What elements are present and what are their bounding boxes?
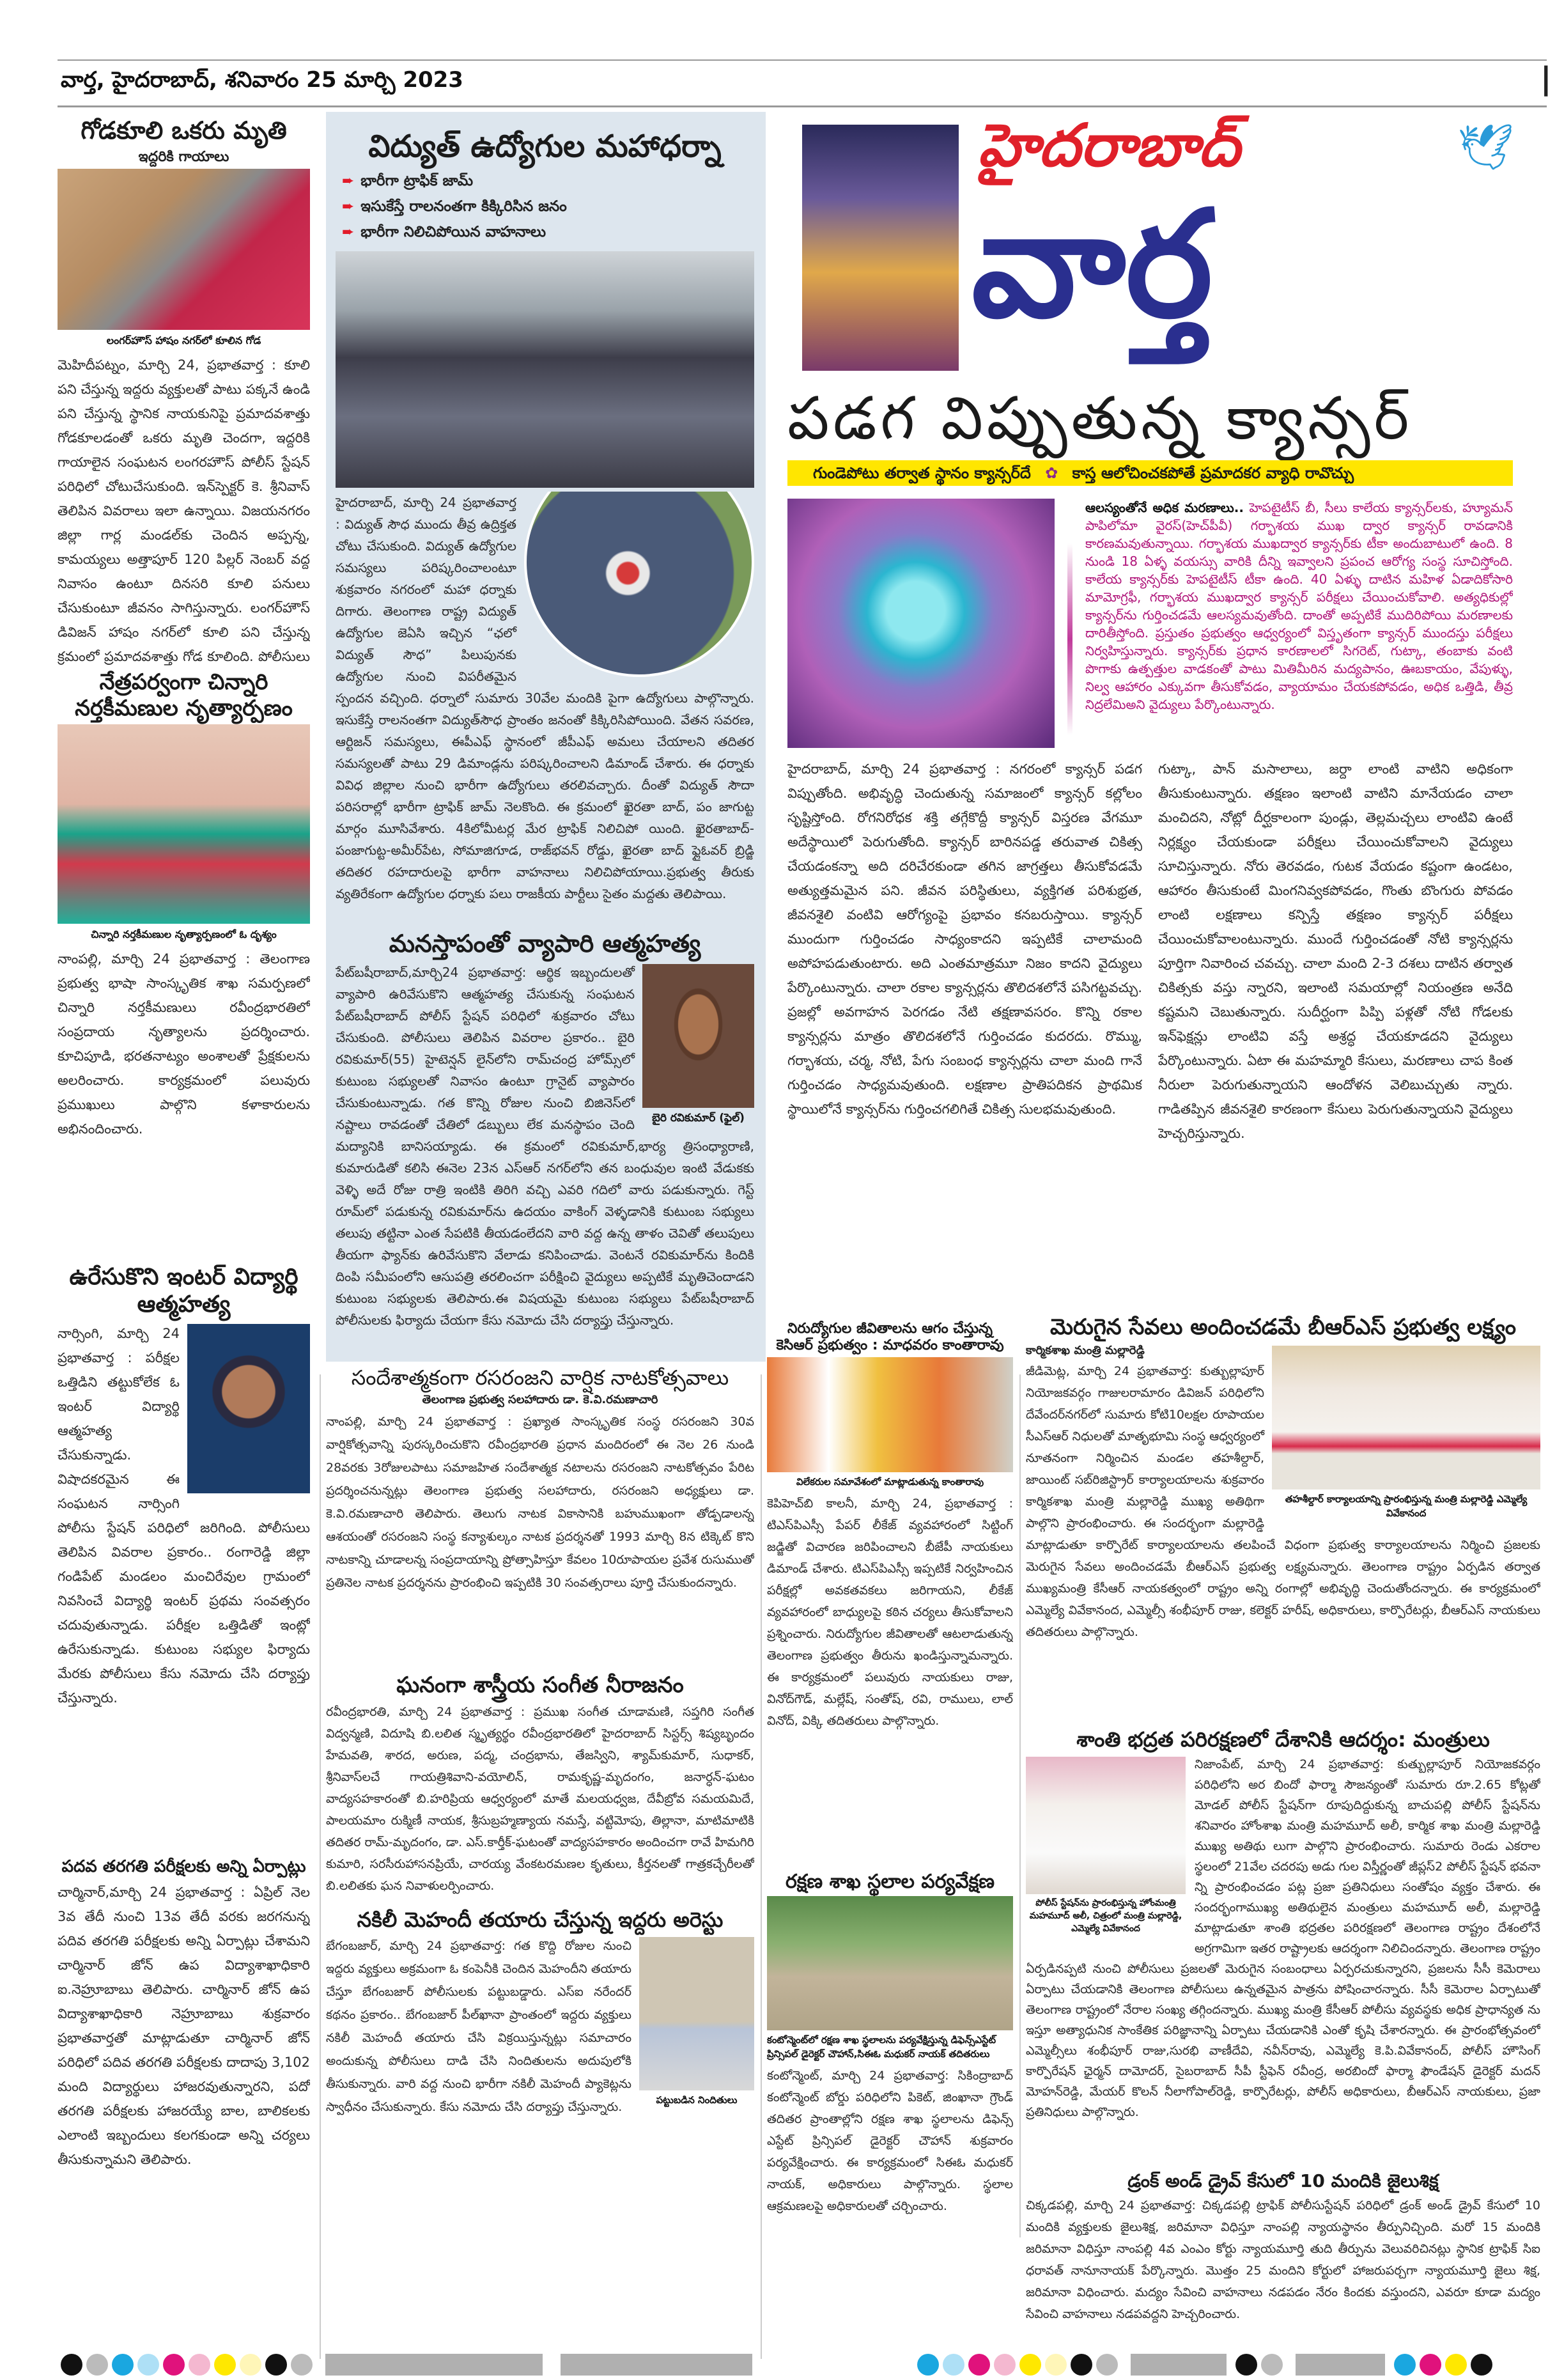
cancer-highlight: ఆలస్యంతోనే అధిక మరణాలు.. హెపటైటీస్ బీ, సీలు కాలేయ క్యాన్సర్‌లకు, హ్యూమన్ పాపిలోమా వైరస్(హెచ్‌పీవీ) గర్భాశయ ముఖ ద్వార క్యాన్సర్ రావడానికి కారణమవుతున్నాయి. గర్భాశయ ముఖద్వార క్యాన్సర్‌కు టీకా అందుబాటులో ఉంది. 8 నుండి 18 ఏళ్ళ వయస్సు వారికి దీన్ని ఇవ్వాలని ప్రపంచ ఆరోగ్య సంస్థ సూచిస్తోంది. కాలేయ క్యాన్సర్‌కు హెపటైటీస్ టీకా ఉంది. 40 ఏళ్ళు దాటిన మహిళ ఏడాదికోసారి మామోగ్రఫీ, గర్భాశయ ముఖద్వార క్యాన్సర్ పరీక్షలు చేయించుకోవాలి. అత్యధికుల్లో క్యాన్సర్‌ను గుర్తించడమే ఆలస్యమవుతోంది. దాంతో అప్పటికే ముదిరిపోయి మరణాలకు దారితీస్తోంది. ప్రస్తుతం ప్రభుత్వం ఆధ్వర్యంలో విస్తృతంగా క్యాన్సర్ ముందస్తు పరీక్షలు నిర్వహిస్తున్నారు. క్యాన్సర్‌కు ప్రధాన కారణాలలో సిగరెట్, గుట్కా, తంబాకు వంటి పొగాకు ఉత్పత్తుల వాడకంతో పాటు మితిమీరిన మద్యపానం, ఊబకాయం, వేపుళ్ళు, నిల్వ ఆహారం ఎక్కువగా తీసుకోవడం, వ్యాయామం చేయకపోవడం, అధిక ఒత్తిడి, తీవ్ర నిద్రలేమిఅని వైద్యులు పేర్కొంటున్నారు.: [1085, 500, 1513, 713]
photo-dharna-traffic: [524, 492, 754, 677]
divider: [1019, 1374, 1021, 2237]
subhead-wall: ఇద్దరికి గాయాలు: [138, 148, 229, 165]
headline-music: ఘనంగా శాస్త్రీయ సంగీత నీరాజనం: [396, 1672, 684, 1699]
headline-trader: మనస్తాపంతో వ్యాపారి ఆత్మహత్య: [389, 929, 701, 958]
bullet-1: ➨ భారీగా ట్రాఫిక్ జామ్: [342, 172, 474, 189]
left-column: [58, 113, 310, 2359]
flower-bullet-icon: ✿: [1045, 464, 1058, 483]
photo-wall-collapse: [58, 169, 310, 330]
dateline: వార్త, హైదరాబాద్, శనివారం 25 మార్చి 2023: [61, 67, 463, 93]
body-dharna-lead: హైదరాబాద్, మార్చి 24 ప్రభాతవార్త : విద్యుత్ సౌధ ముందు తీవ్ర ఉద్రిక్తత చోటు చేసుకుంది. విద్యుత్ ఉద్యోగుల సమస్యలు పరిష్కరించాలంటూ శుక్రవారం నగరంలో మహా ధర్నాకు దిగారు. తెలంగాణ రాష్ట్ర విద్యుత్ ఉద్యోగుల జెఏసి ఇచ్చిన “ఛలో విద్యుత్ సౌధ” పిలుపునకు ఉద్యోగుల నుంచి విపరీతమైన స్పందన వచ్చింది. ధర్నాలో సుమారు 30వేల మందికి పైగా ఉద్యోగులు పాల్గొన్నారు. ఇసు: [336, 494, 754, 727]
highlight-label: ఆలస్యంతోనే అధిక మరణాలు..: [1085, 500, 1244, 516]
header-rule: [58, 105, 1547, 107]
headline-dharna: విద్యుత్ ఉద్యోగుల మహాధర్నా: [368, 128, 722, 164]
body-trader-lead: పేట్‌బషీరాబాద్,మార్చి24 ప్రభాతవార్త: ఆర్థిక ఇబ్బందులతో వ్యాపారి ఉరివేసుకొని ఆత్మహత్య చేసుకున్న సంఘటన పేట్‌బషీరాబాద్ పోలీస్ స్టేషన్ పరిధిలో శుక్రవారం చోటు చేసుకుంది. పోలీసులు తెలిపిన వివరాల ప్రకారం.. బైరి రవికుమార్(55) హైటెన్షన్ లైన్‌లోని రామ్‌చంద్ర హోమ్స్‌లో కుటుంబ సభ్యులతో నివాసం ఉంటూ గ్రానైట్ వ్యాపారం చేసుకుంటున్నాడు. గత కొన్ని రోజుల నుంచి బిజినెస్‌లో నష్టాలు రావడంతో చేతిలో డబ్బులు లేక మనస్థాపం చెంది మద్యానికి బానిసయ్యాడు. ఈ క్రమంలో రవికుమార్,భార్య త్రి: [336, 964, 693, 1154]
body-natak: నాంపల్లి, మార్చి 24 ప్రభాతవార్త : ప్రఖ్యాత సాంస్కృతిక సంస్థ రసరంజని 30వ వార్షికోత్సవాన్ని పురస్కరించుకొని రవీంద్రభారతి ప్రధాన మందిరంలో ఈ నెల 26 నుండి 28వరకు 3రోజులపాటు సమాజహిత సందేశాత్మక నటాలను రసరంజని నాటకోత్సవం పేరిట ప్రదర్శించనున్నట్లు తెలంగాణ ప్రభుత్వ సలహాదారు, రసరంజని అధ్యక్షులు డా. కె.వి.రమణాచారి తెలిపారు. తెలుగు నాటక వికాసానికి బహుముఖంగా తోడ్పడాలన్న ఆశయంతో రసరంజని సంస్థ కన్యాశుల్కం నాటక ప్రదర్శనతో 1993 మార్చి 8న టిక్కెట్ కొని నాటకాన్ని చూడాలన్న సంప్రదాయాన్ని ప్రోత్సాహిస్తూ కేవలం 10రూపాయల ప్రవేశ రుసుముతో ప్రతినెల నాటక ప్రదర్శనను ప్రారంభించి ఇప్పటికి 30 సంవత్సరాలు పూర్తి చేసుకుందన్నారు.: [326, 1414, 754, 1590]
masthead-city: హైదరాబాద్: [978, 111, 1240, 180]
body-inter: [58, 1321, 310, 1854]
body-dharna: [336, 492, 754, 926]
body-drunk-drive: చిక్కడపల్లి, మార్చి 24 ప్రభాతవార్త: చిక్కడపల్లి ట్రాఫిక్ పోలీసుస్టేషన్ పరిధిలో డ్రంక్ అండ్ డ్రైవ్ కేసులో 10 మందికి వ్యక్తులకు జైలుశిక్ష, జరిమానా విధిస్తూ నాంపల్లి న్యాయస్థానం తీర్పునిచ్చింది. మరో 15 మందికి జరిమానా విధిస్తూ నాంపల్లి 4వ ఎంఎం కోర్టు న్యాయమూర్తి తుది తీర్పును వెలువరిచినట్లు స్థానిక ట్రాఫిక్ సిఐ ధరావత్ నానూనాయక్ పేర్కొన్నారు. మొత్తం 25 మందిని కోర్టులో హాజరుపర్చగా న్యాయమూర్తి జైలు శిక్ష, జరిమానా విధించారు. మద్యం సేవించి వాహనాలు నడపడం నేరం కిందకు వస్తుందని, ఎవరూ కూడా మద్యం సేవించి వాహనాలు నడపవద్దని హెచ్చరించారు.: [1026, 2198, 1540, 2321]
cancer-feature: [787, 499, 1513, 748]
caption-wall: లంగర్‌హౌస్ హాషం నగర్‌లో కూలిన గోడ: [106, 334, 261, 347]
page-marker: |: [1540, 61, 1552, 97]
masthead-name: వార్త: [972, 180, 1213, 350]
headline-inter-student: ఉరేసుకొని ఇంటర్ విద్యార్థి ఆత్మహత్య: [69, 1264, 298, 1318]
photo-brs-inauguration: [1272, 1346, 1540, 1489]
body-mehndi-text: బేగంబజార్, మార్చి 24 ప్రభాతవార్త: గత కొద్ది రోజుల నుంచి ఇద్దరు వ్యక్తులు అక్రమంగా ఓ కంపెనీకి చెందిన మెహందీని తయారు చేస్తూ బేగంబజార్ పోలీసులకు పట్టుబడ్డారు. ఎస్ఐ నరేందర్ కథనం ప్రకారం.. బేగంబజార్ పీల్‌ఖానా ప్రాంతంలో ఇద్దరు వ్యక్తులు నకిలీ మెహందీ తయారు చేసి విక్రయిస్తున్నట్లు సమాచారం అందుకున్న పోలీసులు దాడి చేసి నిందితులను అదుపులోకి తీసుకున్నారు. వారి వద్ద నుంచి భారీగా నకిలీ మెహందీ ప్యాకెట్లను స్వాధీనం చేసుకున్నారు. కేసు నమోదు చేసి దర్యాప్తు చేస్తున్నారు.: [326, 1939, 631, 2115]
bullet-2: ➨ ఇసుకేస్తే రాలనంతగా కిక్కిరిసిన జనం: [342, 198, 567, 215]
photo-dance: [58, 724, 310, 924]
police-figure: [1026, 1757, 1186, 1939]
bullet-3: ➨ భారీగా నిలిచిపోయిన వాహనాలు: [342, 223, 546, 240]
headline-cancer: పడగ విప్పుతున్న క్యాన్సర్: [787, 384, 1413, 453]
body-defence: కంటోన్మెంట్, మార్చి 24 ప్రభాతవార్త: సికింద్రాబాద్ కంటోన్మెంట్ బోర్డు పరిధిలోని పికెట్, జింఖానా గ్రౌండ్ తదితర ప్రాంతాల్లోని రక్షణ శాఖ స్థలాలను డిఫెన్స్ ఎస్టేట్ ప్రిన్సిపల్ డైరెక్టర్ చౌహాన్ శుక్రవారం పర్యవేక్షించారు. ఈ కార్యక్రమంలో సిఈఓ మధుకర్ నాయక్, అధికారులు పాల్గొన్నారు. స్థలాల ఆక్రమణలపై అధికారులతో చర్చించారు.: [767, 2068, 1013, 2213]
body-brs-lead: జీడిమెట్ల, మార్చి 24 ప్రభాతవార్త: కుత్బుల్లాపూర్ నియోజకవర్గం గాజులరామారం డివిజన్ పరిధిలోని దేవేందర్‌నగర్‌లో సుమారు కోటి10లక్షల రూపాయల సీఎస్ఆర్ నిధులతో మాతృభూమి సంస్థ ఆధ్వర్యంలో నూతనంగా నిర్మించిన మండల తహశీల్దార్, జాయింట్ సబ్‌రిజిస్ట్రార్ కార్యాలయాలను శుక్రవారం కార్మికశాఖ మంత్రి మల్లారెడ్డి ముఖ్య అతిథిగా పాల్గొని ప్రారంభించారు. ఈ సందర్భంగా మల్లారెడ్డి మాట్లాడుతూ కార్పొ: [1026, 1364, 1264, 1553]
headline-kantharao: నిరుద్యోగుల జీవితాలను ఆగం చేస్తున్న కెసిఆర్ ప్రభుత్వం : మాధవరం కాంతారావు: [776, 1321, 1004, 1354]
photo-ravikumar: [642, 964, 754, 1108]
photo-mehndi: [639, 1937, 754, 2090]
bird-logo-icon: 🕊: [1457, 121, 1514, 173]
caption-kantharao: విలేకరుల సమావేశంలో మాట్లాడుతున్న కాంతారావు: [796, 1475, 984, 1488]
strap-right: కాస్త ఆలోచించకపోతే ప్రమాదకర వ్యాధి రావొచ్చు: [1072, 464, 1354, 483]
headline-dance: నేత్రపర్వంగా చిన్నారి నర్తకీమణుల నృత్యార్పణం: [75, 669, 293, 722]
headline-mehndi: నకిలీ మెహందీ తయారు చేస్తున్న ఇద్దరు అరెస్టు: [357, 1907, 724, 1932]
cancer-columns: [787, 757, 1513, 1311]
cancer-section: [787, 384, 1513, 1311]
lower-column-c: [1026, 1311, 1540, 2349]
caption-mehndi: పట్టుబడిన నిందితులు: [656, 2094, 738, 2106]
registration-marks-right: [917, 2354, 1496, 2376]
photo-kantharao: [767, 1357, 1013, 1472]
photo-dharna-crowd: [336, 251, 754, 488]
headline-defence: రక్షణ శాఖ స్థలాల పర్యవేక్షణ: [785, 1870, 995, 1893]
body-police-lead: నిజాంపేట్, మార్చి 24 ప్రభాతవార్త: కుత్బుల్లాపూర్ నియోజకవర్గం పరిధిలోని అర బిందో ఫార్మా సౌజన్యంతో సుమారు రూ.2.65 కోట్లతో మోడల్ పోలీస్ స్టేషన్‌గా రూపుదిద్దుకున్న బాచుపల్లి పోలీస్ స్టేషన్‌ను శనివారం హోంశాఖ మంత్రి మహమూద్ అలీ, కార్మిక శాఖ మంత్రి మల్లారెడ్డి ముఖ్య అతిథు లుగా పాల్గొని ప్రారంభించారు. సుమారు రెండు ఎకరాల స్థలంలో 21వేల చదరపు అడు గుల విస్తీర్ణంతో జీప్లస్2 పోలీస్ స్టేషన్ భవనా న్ని ప్రారంభించడం పట్ల ప్రజా ప్రతినిధులు సంతోషం వ్యక్తం చేశారు. ఈ సందర్భంగా: [1195, 1757, 1540, 1915]
body-cancer-col2: గుట్కా, పాన్ మసాలాలు, జర్దా లాంటి వాటిని అధికంగా తీసుకుంటున్నారు. తక్షణం ఇలాంటి వాటిని మానేయడం చాలా మంచిదని, నోట్లో దీర్ఘకాలంగా పుండ్లు, తెల్లమచ్చలు లాంటివి ఉంటే నిర్లక్ష్యం చేయకుండా పరీక్షలు చేయించుకోవాలని వైద్యులు సూచిస్తున్నారు. నోరు తెరవడం, గుటక వేయడం కష్టంగా ఉండటం, ఆహారం తీసుకుంటే మింగనివ్వకపోవడం, గొంతు బొంగురు పోవడం లాంటి లక్షణాలు కన్పిస్తే తక్షణం క్యాన్సర్ పరీక్షలు చేయించుకోవాలంటున్నారు. ముందే గుర్తించడంతో నోటి క్యాన్సర్లను పూర్తిగా నివారించ చవచ్చు. చాలా మంది 2-3 దశలు దాటిన తర్వాత చికిత్సకు వస్తు న్నారని, ఇలాంటి సమయాల్లో నియంత్రణ అనేది కష్టమని చెబుతున్నారు. సుదీర్ఘంగా పిప్పి పళ్లతో నోటి గోడలకు ఇన్‌ఫెక్షన్లు లాంటివి వస్తే అశ్రద్ధ చేయకూడదని వైద్యులు పేర్కొంటున్నారు. ఏటా ఈ మహమ్మారి కేసులు, మరణాలు చాప కింత నీరులా పెరుగుతున్నాయని ఆందోళన వెలిబుచ్చుతు న్నారు. గాడితప్పిన జీవనశైలి కారణంగా కేసులు పెరుగుతున్నాయని వైద్యులు హెచ్చరిస్తున్నారు.: [1158, 761, 1513, 1142]
strap-left: గుండెపోటు తర్వాత స్థానం క్యాన్సర్‌దే: [813, 464, 1031, 483]
body-kantharao: కెపిహెచ్‌బి కాలనీ, మార్చి 24, ప్రభాతవార్త : టిఎస్‌పిఎస్సీ పేపర్ లీకేజ్ వ్యవహారంలో సిట్టింగ్ జడ్జితో విచారణ జరిపించాలని బీజేపీ నాయకులు డిమాండ్ చేశారు. టిఎస్‌పిఎస్సీ ఇప్పటికే నిర్వహించిన పరీక్షల్లో అవకతవకలు జరిగాయని, లీకేజ్ వ్యవహారంలో బాధ్యులపై కఠిన చర్యలు తీసుకోవాలని ప్రశ్నించారు. నిరుద్యోగుల జీవితాలతో ఆటలాడుతున్న తెలంగాణ ప్రభుత్వం తీరును ఖండిస్తున్నామన్నారు. ఈ కార్యక్రమంలో పలువురు నాయకులు రాజు, వినోద్‌గౌడ్, మల్లేష్, సంతోష్, రవి, రాములు, లాల్ వినోద్, విక్కి తదితరులు పాల్గొన్నారు.: [767, 1496, 1013, 1728]
subhead-brs: కార్మికశాఖ మంత్రి మల్లారెడ్డి: [1026, 1343, 1145, 1357]
headline-police: శాంతి భద్రత పరిరక్షణలో దేశానికి ఆదర్శం: మంత్రులు: [1076, 1727, 1490, 1752]
lower-column-b: [767, 1317, 1013, 2359]
divider: [320, 1374, 321, 2359]
photo-inter-student: [187, 1324, 310, 1493]
headline-ssc: పదవ తరగతి పరీక్షలకు అన్ని ఏర్పాట్లు: [61, 1857, 306, 1877]
cancer-strapline: [787, 460, 1513, 486]
headline-drunk-drive: డ్రంక్ అండ్ డ్రైవ్ కేసులో 10 మందికి జైలుశిక్ష: [1127, 2170, 1439, 2192]
body-wall: మెహిదీపట్నం, మార్చి 24, ప్రభాతవార్త : కూలి పని చేస్తున్న ఇద్దరు వ్యక్తులతో పాటు పక్కనే ఉండి పని చేస్తున్న స్థానిక నాయకునిపై ప్రమాదవశాత్తు గోడకూలడంతో ఒకరు మృతి చెందగా, ఇద్దరికి గాయాలైన సంఘటన లంగరహౌస్ పోలీస్ స్టేషన్ పరిధిలో చోటుచేసుకుంది. ఇన్‌స్పెక్టర్ కె. శ్రీనివాస్ తెలిపిన వివరాలు ఇలా ఉన్నాయి. విజయనగరం జిల్లా గార్ల మండల్‌కు చెందిన అప్పన్న, కామయ్యలు అత్తాపూర్ 120 పిల్లర్ నెంబర్ వద్ద నివాసం ఉంటూ దినసరి కూలి పనులు చేసుకుంటూ జీవనం సాగిస్తున్నారు. లంగర్‌హౌస్ డివిజన్ హాషం నగర్‌లో కూలి పని చేస్తున్న క్రమంలో ప్రమాదవశాత్తు గోడ కూలింది. పోలీసులు: [58, 357, 310, 665]
brs-figure: [1272, 1346, 1540, 1524]
headline-brs: మెరుగైన సేవలు అందించడమే బీఆర్ఎస్ ప్రభుత్వ లక్ష్యం: [1050, 1314, 1516, 1340]
body-police-rest: ముఖ్య అతిథులైన మంత్రులు మహమూద్ అలీ, మల్లారెడ్డి మాట్లాడుతూ శాంతి భద్రతల పరిరక్షణలో తెలంగాణ రాష్ట్రం దేశంలోనే అగ్రగామిగా ఇతర రాష్ట్రాలకు ఆదర్శంగా నిలిచిందన్నారు. తెలంగాణ రాష్ట్రం ఏర్పడినప్పటి నుంచి పోలీసులు ప్రజలతో మెరుగైన సంబంధాలు ఏర్పరచుకున్నారని, ప్రజలను సీసీ కెమెరాలు ఏర్పాటు చేయడానికి తెలంగాణ పోలీసులు ఉన్నతమైన పాత్రను పోషించారన్నారు. సీసీ కెమెరాల ఏర్పాటుతో తెలంగాణ రాష్ట్రంలో నేరాల సంఖ్య తగ్గిందన్నారు. ముఖ్య మంత్రి కేసీఆర్ పోలీసు వ్యవస్థకు అధిక ప్రాధాన్యత ను ఇస్తూ అత్యాధునిక సాంకేతిక పరిజ్ఞానాన్ని ఏర్పాటు చేయడానికి ఎంతో కృషి చేశారన్నారు. ఈ ప్రారంభోత్సవంలో ఎమ్మెల్సీలు శంభీపూర్ రాజు,సురభి వాణీదేవి, నవీన్‌రావు, ఎమ్మెల్యే కె.పి.వివేకానంద్, పోలీస్ హౌసింగ్ కార్పొరేషన్ ఛైర్మన్ దామోదర్, సైబరాబాద్ సీపీ స్టీఫెన్ రవీంద్ర, అరబిందో ఫార్మా ఫౌండేషన్ డైరెక్టర్ మదన్ మోహన్‌రెడ్డి, మేయర్ కొలన్ నీలాగోపాల్‌రెడ్డి, కార్పొరేటర్లు, పోలీస్ అధికారులు, బీఆర్ఎస్ నాయకులు, ప్రజా ప్రతినిధులు పాల్గొన్నారు.: [1026, 1901, 1540, 2120]
body-ssc: చార్మినార్,మార్చి 24 ప్రభాతవార్త : ఏప్రిల్ నెల 3వ తేదీ నుంచి 13వ తేదీ వరకు జరగనున్న పదివ తరగతి పరీక్షలకు అన్ని ఏర్పాట్లు చేశామని చార్మినార్ జోన్ ఉప విద్యాశాఖాధికారి ఐ.నెహ్రూబాబు తెలిపారు. చార్మినార్ జోన్ ఉప విద్యాశాఖాధికారి నెహ్రూబాబు శుక్రవారం ప్రభాతవార్తతో మాట్లాడుతూ చార్మినార్ జోన్ పరిధిలో పదివ తరగతి పరీక్షలకు దాదాపు 3,102 మంది విద్యార్థులు హాజరవుతున్నారని, పదో తరగతి పరీక్షలకు హాజరయ్యే బాల, బాలికలకు ఎలాంటి ఇబ్బందులు కలగకుండా అన్ని చర్యలు తీసుకున్నామని తెలిపారు.: [58, 1884, 310, 2167]
subhead-natak: తెలంగాణ ప్రభుత్వ సలహాదారు డా. కె.వి.రమణాచారి: [422, 1393, 658, 1407]
magenta-accent-bar: [1067, 543, 1072, 735]
headline-natak: సందేశాత్మకంగా రసరంజని వార్షిక నాటకోత్సవాలు: [351, 1365, 729, 1390]
registration-marks-left: [61, 2354, 761, 2376]
body-police: [1026, 1754, 1540, 2166]
photo-defence: [767, 1896, 1013, 2030]
caption-police: పోలీస్ స్టేషన్‌ను ప్రారంభిస్తున్న హోంమంత్రి మహమూద్ అలీ, చిత్రంలో మంత్రి మల్లారెడ్డి, ఎమ్మెల్యే వివేకానంద: [1029, 1898, 1182, 1934]
body-inter-text: నార్సింగి, మార్చి 24 ప్రభాతవార్త : పరీక్షల ఒత్తిడిని తట్టుకోలేక ఓ ఇంటర్ విద్యార్థి ఆత్మహత్య చేసుకున్నాడు. విషాదకరమైన ఈ సంఘటన నార్సింగి పోలీసు స్టేషన్ పరిధిలో జరిగింది. పోలీసులు తెలిపిన వివరాల ప్రకారం.. రంగారెడ్డి జిల్లా గండిపేట్ మండలం మంచిరేవుల గ్రామంలో నివసించే విద్యార్థి ఇంటర్ ప్రథమ సంవత్సరం చదువుతున్నాడు. పరీక్షల ఒత్తిడితో ఇంట్లో ఉరేసుకున్నాడు. కుటుంబ సభ్యుల ఫిర్యాదు మేరకు పోలీసులు కేసు నమోదు చేసి దర్యాప్తు చేస్తున్నారు.: [58, 1325, 310, 1706]
body-dharna-rest: కేస్తే రాలనంతగా విద్యుత్‌సౌధ ప్రాంతం జనంతో కిక్కిరిసిపోయింది. వేతన సవరణ, ఆర్టిజన్ సమస్యలు, ఈపీఎఫ్ స్థానంలో జీపీఎఫ్ అమలు చేయాలని తదితర సమస్యలతో పాటు 29 డిమాండ్లను పరిష్కరించాలని డిమాండ్ చేశారు. ఈ ధర్నాకు వివిధ జిల్లాల నుంచి భారీగా ఉద్యోగులు తరలివచ్చారు. దీంతో విద్యుత్ సౌదా పరిసరాల్లో భారీగా ట్రాఫిక్ జామ్ నెలకొంది. ఈ క్రమంలో ఖైరతా బాద్, పం జాగుట్ట మార్గం మూసివేశారు. 4కిలోమీటర్ల మేర ట్రాఫిక్ నిలిచిపో యింది. ఖైరతాబాద్-పంజాగుట్ట-అమీర్‌పేట, సోమాజిగూడ, రాజ్‌భవన్ రోడ్డు, ఖైరతా బాద్ ఫ్లైఓవర్ బ్రిడ్జి తదితర రహదారులపై భారీగా వాహనాలు నిలిచిపోయాయి.ప్రభుత్వ తీరుకు వ్యతిరేకంగా ఉద్యోగుల ధర్నాకు పలు రాజకీయ పార్టీలు సైతం మద్దతు తెలిపాయి.: [336, 712, 754, 901]
body-cancer-col1: హైదరాబాద్, మార్చి 24 ప్రభాతవార్త : నగరంలో క్యాన్సర్ పడగ విప్పుతోంది. అభివృద్ధి చెందుతున్న సమాజంలో క్యాన్సర్ కల్లోలం సృష్టిస్తోంది. రోగనిరోధక శక్తి తగ్గేకొద్దీ క్యాన్సర్ విస్తరణ వేగమూ అదేస్థాయిలో పెరుగుతోంది. క్యాన్సర్ బారినపడ్డ తరువాత చికిత్స చేయడంకన్నా అది దరిచేరకుండా తగిన జాగ్రత్తలు తీసుకోవడమే అత్యుత్తమమైన పని. జీవన పరిస్థితులు, వ్యక్తిగత పరిశుభ్రత, జీవనశైలి వంటివి ఆరోగ్యంపై ప్రభావం కనబరుస్తాయి. క్యాన్సర్ ముందుగా గుర్తించడం సాధ్యంకాదని ఇప్పటికే చాలామంది అపోహపడుతుంటారు. అది ఎంతమాత్రమూ నిజం కాదని వైద్యులు పేర్కొంటున్నారు. చాలా రకాల క్యాన్సర్లను తొలిదశలోనే పసిగట్టవచ్చు. ప్రజల్లో అవగాహన పెరగడం నేటి తక్షణావసరం. కొన్ని రకాల క్యాన్సర్లను మాత్రం తొలిదశలోనే గుర్తించడం కుదరదు. రొమ్ము, గర్భాశయ, చర్మ, నోటి, పేగు సంబంధ క్యాన్సర్లను చాలా మంది గానే గుర్తించడం సాధ్యమవుతుంది. లక్షణాల ప్రాతిపదికన ప్రాథమిక స్థాయిలోనే క్యాన్సర్‌ను గుర్తించగలిగితే చికిత్స సులభమవుతుంది.: [787, 761, 1142, 1117]
caption-defence: కంటోన్మెంట్‌లో రక్షణ శాఖ స్థలాలను పర్యవేక్షిస్తున్న డిఫెన్స్‌ఎస్టేట్ ప్రిన్సిపల్ డైరెక్టర్ చౌహాన్,సిఈఓ మధుకర్ నాయక్ తదితరులు: [767, 2034, 996, 2060]
caption-dance: చిన్నారి నర్తకీమణుల నృత్యార్పణంలో ఓ దృశ్యం: [91, 928, 277, 941]
arrow-icon: ➨: [342, 172, 355, 189]
arrow-icon: ➨: [342, 198, 355, 215]
body-mehndi: [326, 1934, 754, 2359]
body-music: రవీంద్రభారతి, మార్చి 24 ప్రభాతవార్త : ప్రముఖ సంగీత చూడామణి, సప్తగిరి సంగీత విద్వన్మణి, విదూషి బి.లలిత స్మృత్యర్థం రవీంద్రభారతిలో హైదరాబాద్ సిస్టర్స్ శిష్యబృందం హేమవతి, శారద, అరుణ, పద్మ, చంద్రభాను, తేజస్విని, శ్యామ్‌కుమార్, సుధాకర్, శ్రీనివాస్‌లచే గాయత్రిశివాని-వయోలిన్, రామకృష్ణ-మృదంగం, జనార్ధన్-ఘటం వాద్యసహకారంతో బి.హరిప్రియ ఆధ్వర్యంలో మాతే మలయధ్వజ, దేవీబ్రోవ సమయమిదే, పాలయమాం రుక్మిణీ నాయక, శ్రీసుబ్రహ్మణ్యాయ నమస్తే, వట్టిమోపు, తిల్లానా, మాటిమాటికి తదితర రామ్-మృదంగం, డా. ఎస్.కార్తీక్-ఘటంతో వాద్యసహకారం అందించగా రావే హిమగిరి కుమారి, సరసీరుహాసనప్రియే, చారయ్య వేంకటరమణల కృతులు, కీర్తనలతో గాత్రకచ్చేరీలతో బి.లలితకు ఘన నివాళులర్పించారు.: [326, 1705, 754, 1894]
mehndi-figure: [639, 1937, 754, 2111]
body-trader: [336, 961, 754, 1355]
dharna-column: [336, 125, 754, 1355]
body-trader-rest: సంధ్యారాణి, కుమారుడితో కలిసి ఈనెల 23న ఎస్ఆర్ నగర్‌లోని తన బంధువుల ఇంటి వేడుకకు వెళ్ళి అదే రోజు రాత్రి ఇంటికి తిరిగి వచ్చి ఎవరి గదిలో వారు పడుకున్నారు. గెస్ట్ రూమ్‌లో పడుకున్న రవికుమార్‌ను ఉదయం వాకింగ్ వెళ్ళడానికి కుటుంబ సభ్యులు తలుపు తట్టినా ఎంత సేపటికి తీయడంలేదని వారి వద్ద ఉన్న తాళం చెవితో తలుపులు తీయగా ఫ్యాన్‌కు ఉరివేసుకొని వేలాడు కనిపించాడు. వెంటనే రవికుమార్‌ను కిందికి దింపి సమీపంలోని ఆసుపత్రి తరలించగా పరీక్షించి వైద్యులు అప్పటికే మృతిచెందాడని కుటుంబ సభ్యులకు తెలిపారు.ఈ విషయమై కుటుంబ సభ్యులు పేట్‌బషీరాబాద్ పోలీసులకు ఫిర్యాదు చేయగా కేసు నమోదు చేసి దర్యాప్తు చేస్తున్నారు.: [336, 1138, 754, 1328]
headline-wall-collapse: గోడకూలి ఒకరు మృతి: [81, 116, 287, 144]
body-brs: [1026, 1343, 1540, 1723]
trader-figure: [642, 964, 754, 1130]
top-rule: [58, 59, 1547, 61]
body-dance: నాంపల్లి, మార్చి 24 ప్రభాతవార్త : తెలంగాణ ప్రభుత్వ భాషా సాంస్కృతిక శాఖ సమర్పణలో చిన్నారి నర్తకీమణులు రవీంద్రభారతిలో సంప్రదాయ నృత్యాలను ప్రదర్శించారు. కూచిపూడి, భరతనాట్యం అంశాలతో ప్రేక్షకులను అలరించారు. కార్యక్రమంలో పలువురు ప్రముఖులు పాల్గొని కళాకారులను అభినందించారు.: [58, 951, 310, 1137]
cancer-cell-image: [787, 499, 1055, 748]
divider: [761, 1374, 762, 2359]
lower-column-a: [326, 1362, 754, 2359]
photo-police-station: [1026, 1757, 1186, 1894]
arrow-icon: ➨: [342, 223, 355, 240]
body-brs-rest: రేట్ కార్యాలయాలను తలపించే విధంగా ప్రభుత్వ కార్యాలయాలను నిర్మించి ప్రజలకు మెరుగైన సేవలు అందించడమే బీఆర్ఎస్ ప్రభుత్వ లక్ష్యమన్నారు. తెలంగాణ రాష్ట్రం ఏర్పడిన తర్వాత ముఖ్యమంత్రి కేసీఆర్ నాయకత్వంలో రాష్ట్రం అన్ని రంగాల్లో అభివృద్ధి చెందుతోందన్నారు. ఈ కార్యక్రమంలో ఎమ్మెల్యే వివేకానంద, ఎమ్మెల్సీ శంభీపూర్ రాజు, కలెక్టర్ హరీష్, అధికారులు, కార్పొరేటర్లు, బీఆర్ఎస్ నాయకులు తదితరులు పాల్గొన్నారు.: [1026, 1538, 1540, 1640]
caption-trader: బైరి రవికుమార్ (ఫైల్): [652, 1111, 745, 1124]
charminar-photo: [802, 125, 959, 371]
caption-brs: తహశీల్దార్ కార్యాలయాన్ని ప్రారంభిస్తున్న మంత్రి మల్లారెడ్డి ఎమ్మెల్యే వివేకానంద: [1285, 1493, 1528, 1519]
